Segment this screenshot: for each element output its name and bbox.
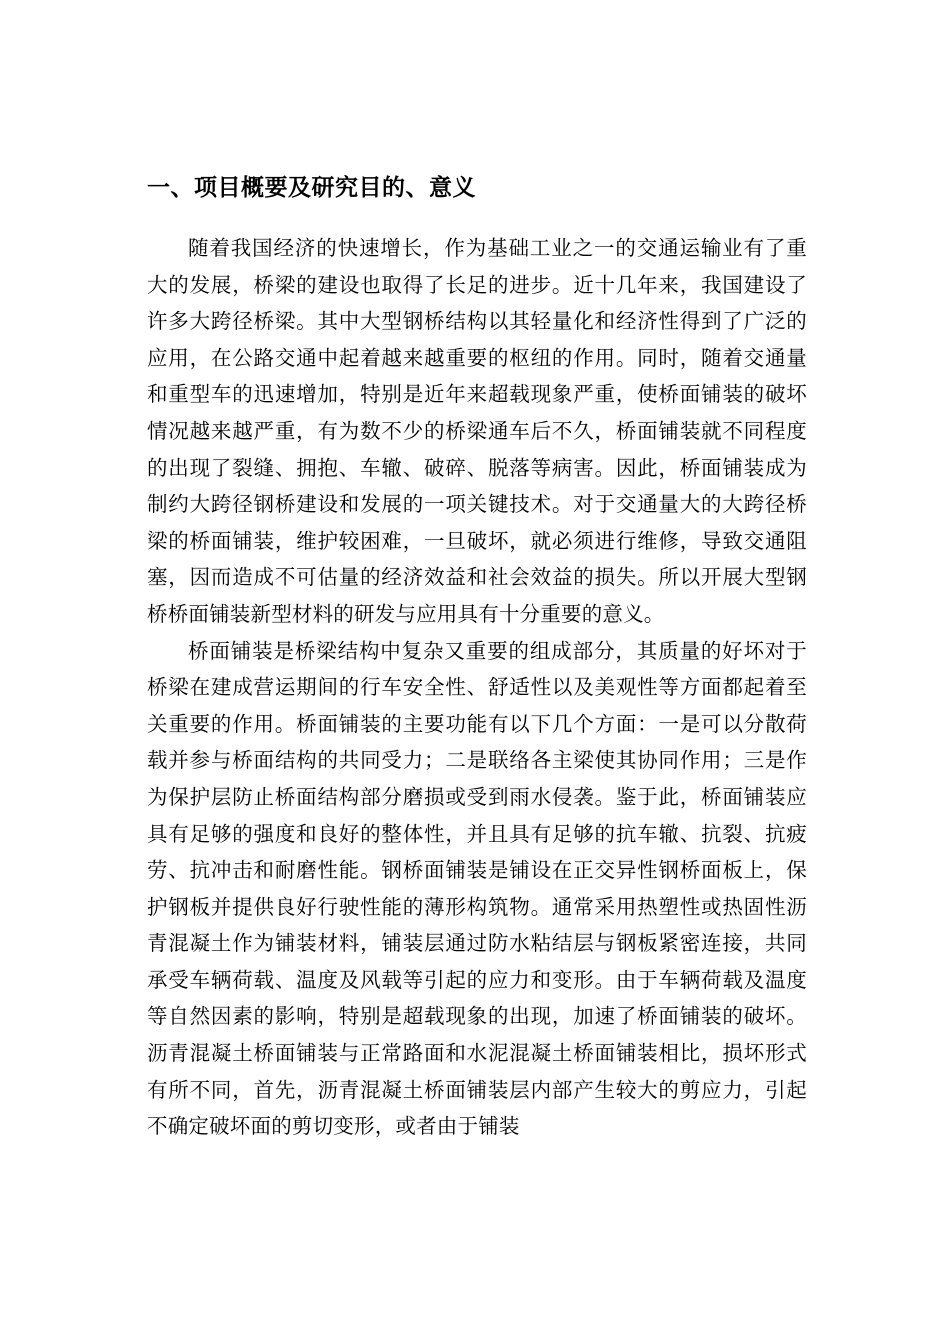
paragraph-background: 随着我国经济的快速增长，作为基础工业之一的交通运输业有了重大的发展，桥梁的建设也取得了长足的进步。近十几年来，我国建设了许多大跨径桥梁。其中大型钢桥结构以其轻量化和经济性得到了广泛的应用，在公路交通中起着越来越重要的枢纽的作用。同时，随着交通量和重型车的迅速增加，特别是近年来超载现象严重，使桥面铺装的破坏情况越来越严重，有为数不少的桥梁通车后不久，桥面铺装就不同程度的出现了裂缝、拥抱、车辙、破碎、脱落等病害。因此，桥面铺装成为制约大跨径钢桥建设和发展的一项关键技术。对于交通量大的大跨径桥梁的桥面铺装，维护较困难，一旦破坏，就必须进行维修，导致交通阻塞，因而造成不可估量的经济效益和社会效益的损失。所以开展大型钢桥桥面铺装新型材料的研发与应用具有十分重要的意义。 xyxy=(147,236,807,626)
paragraph-deck-paving: 桥面铺装是桥梁结构中复杂又重要的组成部分，其质量的好坏对于桥梁在建成营运期间的行车安全性、舒适性以及美观性等方面都起着至关重要的作用。桥面铺装的主要功能有以下几个方面：一是可以分散荷载并参与桥面结构的共同受力；二是联络各主梁使其协同作用；三是作为保护层防止桥面结构部分磨损或受到雨水侵袭。鉴于此，桥面铺装应具有足够的强度和良好的整体性，并且具有足够的抗车辙、抗裂、抗疲劳、抗冲击和耐磨性能。钢桥面铺装是铺设在正交异性钢桥面板上，保护钢板并提供良好行驶性能的薄形构筑物。通常采用热塑性或热固性沥青混凝土作为铺装材料，铺装层通过防水粘结层与钢板紧密连接，共同承受车辆荷载、温度及风载等引起的应力和变形。由于车辆荷载及温度等自然因素的影响，特别是超载现象的出现，加速了桥面铺装的破坏。沥青混凝土桥面铺装与正常路面和水泥混凝土桥面铺装相比，损坏形式有所不同，首先，沥青混凝土桥面铺装层内部产生较大的剪应力，引起不确定破坏面的剪切变形，或者由于铺装 xyxy=(147,638,807,1139)
section-heading: 一、项目概要及研究目的、意义 xyxy=(147,175,476,201)
body-text xyxy=(147,230,807,1145)
